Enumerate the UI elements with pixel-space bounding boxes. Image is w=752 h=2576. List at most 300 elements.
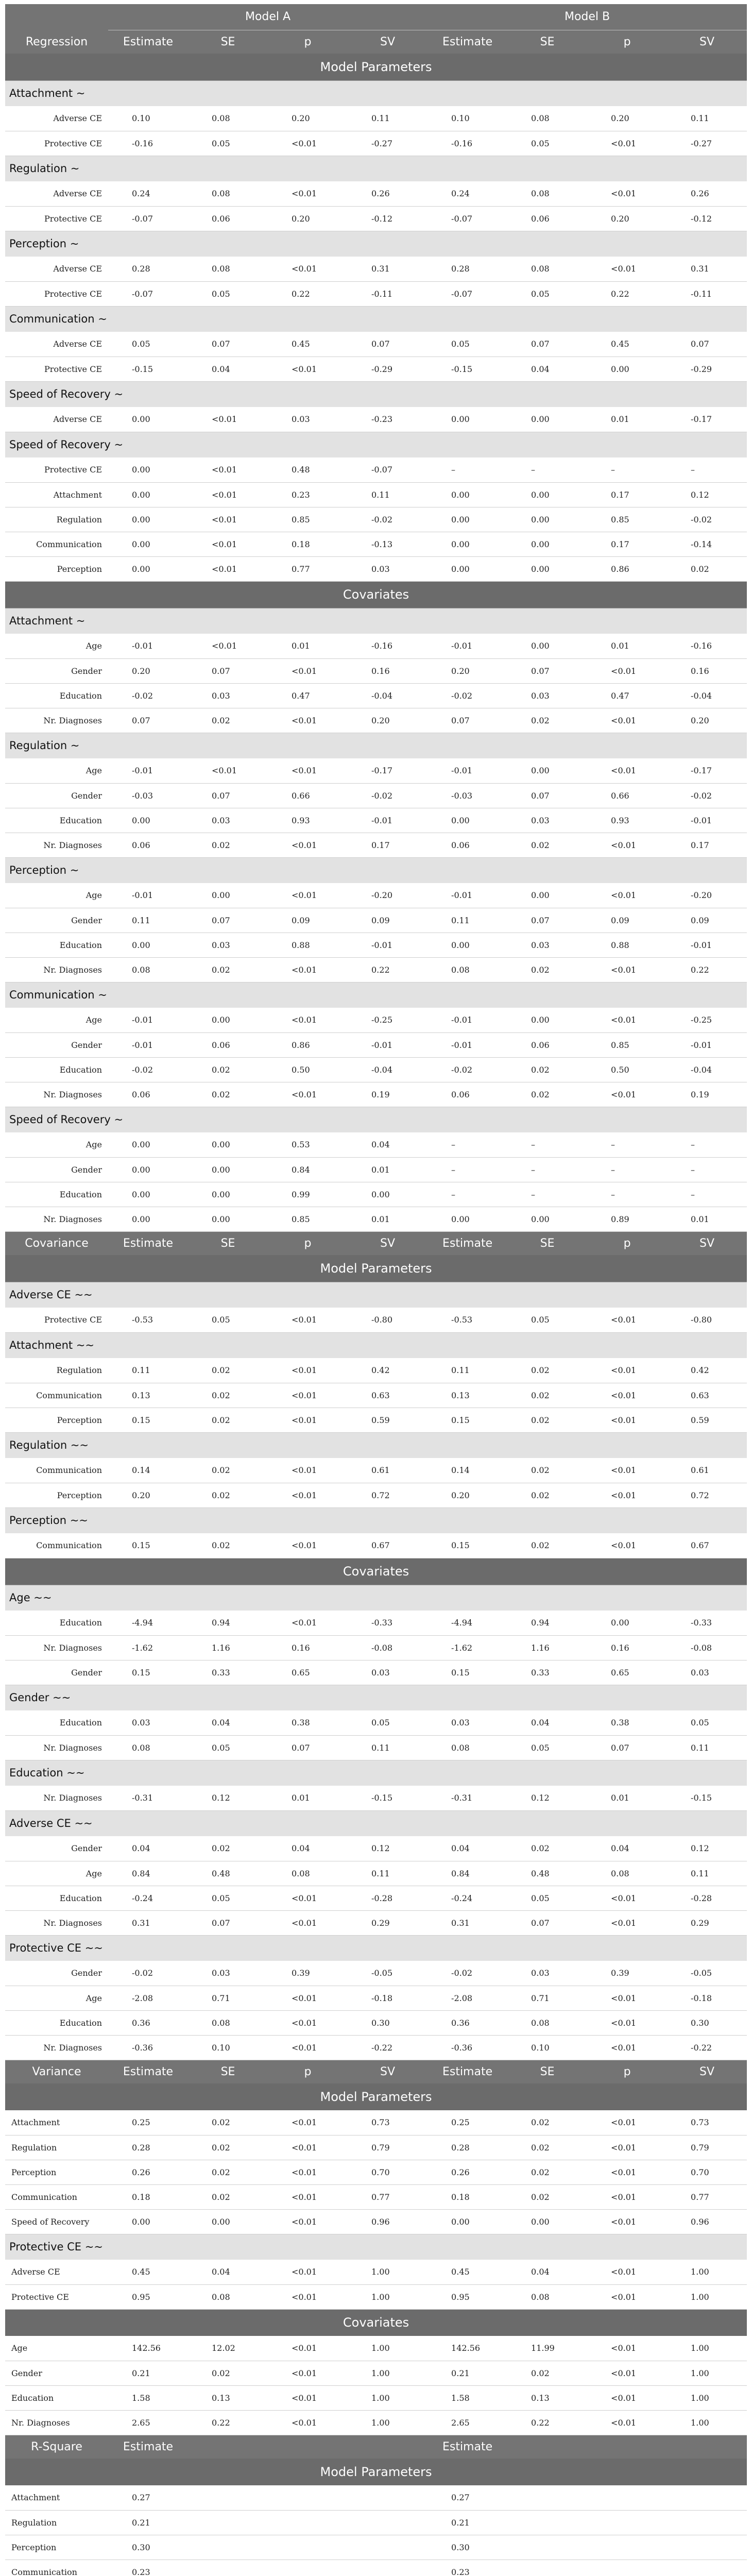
cell-value: 0.04 (587, 1836, 667, 1861)
section-header-row (5, 54, 747, 80)
cell-value: <0.01 (268, 2284, 348, 2309)
table-row (5, 556, 747, 581)
cell-value: 0.47 (587, 683, 667, 708)
cell-value: -0.07 (348, 457, 428, 482)
row-label: Gender (5, 2361, 108, 2385)
cell-value: -0.17 (667, 758, 747, 783)
cell-value: -0.17 (667, 407, 747, 432)
cell-value: <0.01 (587, 2385, 667, 2410)
cell-value: <0.01 (587, 1383, 667, 1408)
cell-value: 0.08 (507, 2010, 587, 2035)
cell-value: -0.31 (108, 1786, 188, 1810)
cell-value: -0.01 (348, 808, 428, 833)
cell-value: 1.00 (667, 2361, 747, 2385)
cell-value: -0.01 (428, 1032, 507, 1057)
cell-value: 0.95 (428, 2284, 507, 2309)
cell-value: 0.21 (428, 2361, 507, 2385)
cell-value: 0.11 (348, 482, 428, 507)
cell-value: -0.02 (108, 683, 188, 708)
cell-value (667, 2510, 747, 2535)
table-row (5, 2184, 747, 2209)
cell-value: 142.56 (428, 2336, 507, 2361)
row-label: Attachment (5, 482, 108, 507)
cell-value: <0.01 (268, 2035, 348, 2060)
row-label: Education (5, 1886, 108, 1910)
section-title: Model Parameters (5, 54, 747, 80)
block-label: R-Square (5, 2435, 108, 2459)
row-label: Communication (5, 1458, 108, 1483)
cell-value: 0.07 (507, 783, 587, 808)
cell-value: 0.00 (507, 883, 587, 908)
cell-value: – (667, 1182, 747, 1207)
cell-value: 0.10 (428, 106, 507, 131)
table-row (5, 658, 747, 683)
cell-value: -0.27 (348, 131, 428, 156)
cell-value (667, 2485, 747, 2510)
cell-value: 0.11 (108, 1358, 188, 1383)
cell-value (268, 2510, 348, 2535)
table-row (5, 2535, 747, 2560)
cell-value: 0.00 (108, 1132, 188, 1157)
column-header: Estimate (428, 2060, 507, 2083)
group-title: Adverse CE ~~ (5, 1282, 747, 1308)
cell-value: 0.72 (667, 1483, 747, 1507)
cell-value: 0.02 (188, 1057, 268, 1082)
cell-value: – (587, 1182, 667, 1207)
cell-value: 0.26 (108, 2160, 188, 2184)
cell-value: -2.08 (428, 1986, 507, 2010)
cell-value: 0.00 (428, 933, 507, 957)
column-header: SE (507, 2060, 587, 2083)
cell-value: 0.00 (507, 482, 587, 507)
cell-value: 0.65 (268, 1660, 348, 1685)
cell-value: 0.01 (587, 634, 667, 658)
column-header: SE (188, 2060, 268, 2083)
table-row (5, 1358, 747, 1383)
cell-value: <0.01 (268, 1308, 348, 1332)
cell-value: 0.07 (348, 332, 428, 357)
cell-value: 0.21 (108, 2510, 188, 2535)
cell-value: <0.01 (268, 1383, 348, 1408)
cell-value: 1.58 (108, 2385, 188, 2410)
table-row (5, 2560, 747, 2576)
cell-value: 1.00 (348, 2361, 428, 2385)
cell-value: 0.66 (268, 783, 348, 808)
cell-value: 0.29 (667, 1910, 747, 1935)
cell-value: 0.06 (507, 1032, 587, 1057)
cell-value: -2.08 (108, 1986, 188, 2010)
cell-value: 0.05 (188, 281, 268, 306)
block-header-row (5, 30, 747, 54)
row-label: Gender (5, 1660, 108, 1685)
cell-value (507, 2485, 587, 2510)
cell-value: 0.05 (507, 281, 587, 306)
cell-value: 0.08 (108, 1735, 188, 1760)
row-label: Age (5, 1986, 108, 2010)
cell-value: 0.04 (108, 1836, 188, 1861)
cell-value: -0.01 (667, 1032, 747, 1057)
group-header-row (5, 156, 747, 181)
cell-value: -0.04 (348, 1057, 428, 1082)
group-header-row (5, 608, 747, 634)
cell-value: 0.02 (188, 2110, 268, 2135)
cell-value: 0.07 (507, 908, 587, 933)
cell-value: -0.15 (428, 357, 507, 381)
row-label: Gender (5, 908, 108, 933)
cell-value: 0.85 (587, 507, 667, 532)
cell-value: <0.01 (268, 2110, 348, 2135)
cell-value: <0.01 (587, 2110, 667, 2135)
cell-value: 0.13 (507, 2385, 587, 2410)
cell-value: 0.20 (428, 658, 507, 683)
cell-value: <0.01 (268, 708, 348, 733)
row-label: Speed of Recovery (5, 2209, 108, 2234)
section-header-row (5, 2083, 747, 2110)
row-label: Nr. Diagnoses (5, 1082, 108, 1107)
cell-value: <0.01 (268, 2336, 348, 2361)
cell-value: 0.05 (507, 131, 587, 156)
cell-value: 0.27 (108, 2485, 188, 2510)
table-row (5, 783, 747, 808)
cell-value: 0.02 (507, 957, 587, 982)
cell-value: <0.01 (268, 2135, 348, 2160)
cell-value: <0.01 (268, 883, 348, 908)
column-header (507, 2435, 587, 2459)
cell-value: -0.01 (108, 758, 188, 783)
cell-value: 0.02 (507, 1408, 587, 1432)
cell-value: 0.05 (428, 332, 507, 357)
cell-value: -0.28 (348, 1886, 428, 1910)
cell-value: <0.01 (268, 1483, 348, 1507)
cell-value: 0.16 (667, 658, 747, 683)
table-row (5, 1986, 747, 2010)
cell-value: 0.02 (507, 1383, 587, 1408)
row-label: Protective CE (5, 131, 108, 156)
table-row (5, 1961, 747, 1986)
row-label: Nr. Diagnoses (5, 1786, 108, 1810)
cell-value: 0.29 (348, 1910, 428, 1935)
table-row (5, 206, 747, 231)
cell-value: 0.07 (667, 332, 747, 357)
cell-value: -0.31 (428, 1786, 507, 1810)
cell-value: 0.39 (587, 1961, 667, 1986)
cell-value (507, 2510, 587, 2535)
cell-value: 0.73 (348, 2110, 428, 2135)
cell-value: 0.05 (348, 1710, 428, 1735)
cell-value: -0.04 (348, 683, 428, 708)
table-row (5, 808, 747, 833)
cell-value: -0.01 (108, 1008, 188, 1032)
cell-value: <0.01 (268, 1886, 348, 1910)
group-title: Attachment ~ (5, 80, 747, 106)
cell-value: 0.08 (268, 1861, 348, 1886)
cell-value: <0.01 (587, 2336, 667, 2361)
row-label: Adverse CE (5, 332, 108, 357)
group-title: Attachment ~ (5, 608, 747, 634)
cell-value: 0.09 (667, 908, 747, 933)
cell-value (268, 2485, 348, 2510)
table-row (5, 1886, 747, 1910)
block-label: Variance (5, 2060, 108, 2083)
cell-value: 0.07 (188, 1910, 268, 1935)
cell-value: 0.63 (348, 1383, 428, 1408)
group-title: Regulation ~ (5, 156, 747, 181)
cell-value: 1.00 (667, 2284, 747, 2309)
cell-value: 0.02 (188, 1408, 268, 1432)
cell-value: 0.39 (268, 1961, 348, 1986)
table-row (5, 1533, 747, 1558)
table-row (5, 634, 747, 658)
cell-value: 0.07 (268, 1735, 348, 1760)
row-label: Regulation (5, 1358, 108, 1383)
cell-value: 0.45 (268, 332, 348, 357)
row-label: Communication (5, 2184, 108, 2209)
table-row (5, 1861, 747, 1886)
cell-value: 0.10 (507, 2035, 587, 2060)
cell-value: 0.02 (507, 2135, 587, 2160)
cell-value: -0.15 (108, 357, 188, 381)
cell-value: <0.01 (188, 556, 268, 581)
row-label: Nr. Diagnoses (5, 1735, 108, 1760)
cell-value: 0.00 (428, 532, 507, 556)
column-header: p (587, 30, 667, 54)
cell-value: <0.01 (587, 1008, 667, 1032)
cell-value: <0.01 (587, 1986, 667, 2010)
row-label: Nr. Diagnoses (5, 708, 108, 733)
table-row (5, 357, 747, 381)
cell-value: 0.12 (667, 482, 747, 507)
cell-value: 0.00 (188, 1157, 268, 1182)
cell-value: 0.04 (188, 2260, 268, 2284)
cell-value: 0.05 (108, 332, 188, 357)
cell-value: 0.61 (348, 1458, 428, 1483)
cell-value: -4.94 (428, 1611, 507, 1635)
cell-value: 0.13 (108, 1383, 188, 1408)
cell-value: -0.80 (667, 1308, 747, 1332)
cell-value: 0.03 (188, 933, 268, 957)
cell-value (667, 2535, 747, 2560)
cell-value (587, 2560, 667, 2576)
cell-value: -0.12 (667, 206, 747, 231)
cell-value: 0.00 (507, 1008, 587, 1032)
cell-value: 0.08 (428, 1735, 507, 1760)
cell-value: 0.06 (428, 833, 507, 857)
cell-value: 1.58 (428, 2385, 507, 2410)
cell-value (268, 2535, 348, 2560)
cell-value: 0.00 (507, 634, 587, 658)
row-label: Gender (5, 783, 108, 808)
cell-value: -0.28 (667, 1886, 747, 1910)
cell-value: -0.36 (108, 2035, 188, 2060)
group-header-row (5, 1760, 747, 1786)
cell-value: 0.00 (108, 457, 188, 482)
cell-value: <0.01 (268, 1611, 348, 1635)
table-row (5, 2336, 747, 2361)
cell-value: 1.00 (348, 2410, 428, 2435)
row-label: Protective CE (5, 206, 108, 231)
section-header-row (5, 2459, 747, 2485)
cell-value: 0.00 (428, 2209, 507, 2234)
table-row (5, 2110, 747, 2135)
cell-value: <0.01 (587, 1408, 667, 1432)
cell-value: 0.11 (667, 1861, 747, 1886)
row-label: Age (5, 2336, 108, 2361)
column-header: SE (507, 1231, 587, 1255)
cell-value: 0.93 (587, 808, 667, 833)
table-row (5, 181, 747, 206)
row-label: Nr. Diagnoses (5, 1635, 108, 1660)
cell-value: 0.03 (507, 683, 587, 708)
table-row (5, 1483, 747, 1507)
table-row (5, 407, 747, 432)
table-row (5, 2284, 747, 2309)
row-label: Age (5, 1861, 108, 1886)
cell-value: 0.08 (428, 957, 507, 982)
cell-value: 0.04 (507, 1710, 587, 1735)
cell-value: 0.22 (507, 2410, 587, 2435)
cell-value: 0.00 (507, 507, 587, 532)
row-label: Perception (5, 1483, 108, 1507)
section-title: Model Parameters (5, 2459, 747, 2485)
cell-value: <0.01 (268, 1082, 348, 1107)
cell-value: <0.01 (268, 131, 348, 156)
cell-value: 0.00 (507, 532, 587, 556)
row-label: Nr. Diagnoses (5, 1207, 108, 1231)
cell-value: 0.11 (348, 106, 428, 131)
cell-value: 0.00 (428, 808, 507, 833)
cell-value: 0.10 (188, 2035, 268, 2060)
cell-value: 0.16 (348, 658, 428, 683)
cell-value: 0.03 (348, 556, 428, 581)
cell-value: -0.03 (108, 783, 188, 808)
cell-value: 0.20 (587, 206, 667, 231)
cell-value: -0.20 (348, 883, 428, 908)
model-b-header: Model B (428, 4, 747, 30)
cell-value: 0.02 (188, 2135, 268, 2160)
cell-value: 0.05 (507, 1308, 587, 1332)
cell-value: 1.00 (667, 2385, 747, 2410)
cell-value: 0.02 (507, 1483, 587, 1507)
group-header-row (5, 381, 747, 407)
row-label: Education (5, 1710, 108, 1735)
cell-value: 0.00 (188, 1182, 268, 1207)
cell-value: 0.16 (268, 1635, 348, 1660)
cell-value: 0.85 (268, 507, 348, 532)
cell-value: 0.02 (507, 2361, 587, 2385)
cell-value (587, 2485, 667, 2510)
cell-value: 0.65 (587, 1660, 667, 1685)
cell-value: 0.03 (268, 407, 348, 432)
cell-value: <0.01 (268, 658, 348, 683)
cell-value (348, 2485, 428, 2510)
cell-value: -0.03 (428, 783, 507, 808)
cell-value: 0.28 (428, 257, 507, 281)
cell-value: 0.02 (188, 1383, 268, 1408)
cell-value: 0.05 (188, 1308, 268, 1332)
cell-value: -0.36 (428, 2035, 507, 2060)
cell-value: 0.11 (108, 908, 188, 933)
cell-value: 0.01 (268, 634, 348, 658)
table-row (5, 758, 747, 783)
column-header: Estimate (428, 2435, 507, 2459)
cell-value: 0.00 (428, 482, 507, 507)
table-row (5, 1182, 747, 1207)
cell-value: 0.59 (667, 1408, 747, 1432)
cell-value: <0.01 (188, 482, 268, 507)
cell-value: <0.01 (268, 357, 348, 381)
cell-value: 0.31 (428, 1910, 507, 1935)
cell-value: 0.11 (667, 1735, 747, 1760)
cell-value: 0.13 (188, 2385, 268, 2410)
table-row (5, 106, 747, 131)
row-label: Education (5, 2010, 108, 2035)
row-label: Nr. Diagnoses (5, 1910, 108, 1935)
row-label: Education (5, 683, 108, 708)
cell-value: 0.12 (188, 1786, 268, 1810)
group-header-row (5, 1935, 747, 1961)
group-title: Age ~~ (5, 1585, 747, 1611)
column-header: Estimate (428, 30, 507, 54)
row-label: Regulation (5, 2510, 108, 2535)
cell-value: 0.01 (348, 1157, 428, 1182)
cell-value: 0.13 (428, 1383, 507, 1408)
cell-value: -0.18 (667, 1986, 747, 2010)
cell-value: -0.02 (108, 1057, 188, 1082)
cell-value: 0.88 (587, 933, 667, 957)
cell-value: -0.24 (428, 1886, 507, 1910)
group-header-row (5, 306, 747, 332)
cell-value: -0.02 (667, 507, 747, 532)
row-label: Communication (5, 1533, 108, 1558)
cell-value: 1.00 (667, 2410, 747, 2435)
column-header: Estimate (108, 30, 188, 54)
cell-value: 0.00 (108, 1182, 188, 1207)
cell-value: 0.20 (587, 106, 667, 131)
cell-value: 0.01 (348, 1207, 428, 1231)
section-header-row (5, 1255, 747, 1282)
cell-value: 0.15 (108, 1408, 188, 1432)
cell-value: -0.25 (348, 1008, 428, 1032)
table-row (5, 1207, 747, 1231)
cell-value: 0.26 (428, 2160, 507, 2184)
cell-value: 0.71 (188, 1986, 268, 2010)
results-table (5, 4, 747, 2576)
cell-value: 0.36 (108, 2010, 188, 2035)
cell-value: 0.20 (348, 708, 428, 733)
cell-value: <0.01 (587, 758, 667, 783)
cell-value: -1.62 (108, 1635, 188, 1660)
table-row (5, 2361, 747, 2385)
cell-value: -0.11 (348, 281, 428, 306)
table-row (5, 1786, 747, 1810)
cell-value: 0.70 (667, 2160, 747, 2184)
cell-value: 0.84 (428, 1861, 507, 1886)
cell-value: 1.16 (507, 1635, 587, 1660)
cell-value: 0.53 (268, 1132, 348, 1157)
section-title: Covariates (5, 2309, 747, 2336)
cell-value: -0.16 (348, 634, 428, 658)
cell-value: 0.09 (268, 908, 348, 933)
row-label: Perception (5, 556, 108, 581)
cell-value: 0.30 (667, 2010, 747, 2035)
cell-value: 0.00 (348, 1182, 428, 1207)
cell-value: 0.00 (428, 407, 507, 432)
row-label: Communication (5, 1383, 108, 1408)
cell-value (507, 2535, 587, 2560)
cell-value (348, 2560, 428, 2576)
cell-value: -0.15 (348, 1786, 428, 1810)
cell-value: 0.96 (667, 2209, 747, 2234)
